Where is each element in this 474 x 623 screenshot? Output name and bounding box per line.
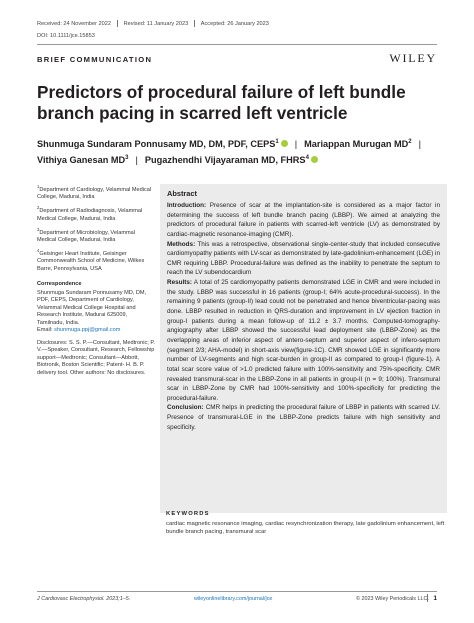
orcid-icon[interactable]: [281, 140, 288, 147]
received-date: Received: 24 November 2022: [37, 20, 112, 27]
divider: [117, 20, 118, 27]
author-separator: |: [294, 139, 298, 150]
divider: [427, 594, 428, 602]
affiliation: $^4$Geisinger Heart Institute, Geisinger Commonwealth School of Medicine, Wilkes Barre, Pennsylvania, USA: [37, 247, 145, 272]
page-number: 1: [433, 594, 437, 602]
disclosures: Disclosures: S. S. P.—Consultant, Medtronic; P. V.—Speaker, Consultant, Research, Fellowship support—Medtronic; Consultant—Abbott, Biotronik, Boston Scientific; Patent- H. B. P. delivery tool. Other authors: No disclosures.: [37, 339, 155, 376]
author-4[interactable]: Pugazhendhi Vijayaraman MD, FHRS$^4$: [145, 155, 318, 165]
footer-rule: [37, 591, 437, 592]
keywords-text: cardiac magnetic resonance imaging, cardiac resynchronization therapy, late gadolinium enhancement, left bundle branch pacing, transmural scar: [166, 521, 445, 536]
article-dates: [37, 20, 269, 27]
header-rule: [37, 44, 437, 45]
affiliation: $^2$Department of Radiodiagnosis, Velammal Medical College, Madurai, India: [37, 205, 143, 222]
section-label: BRIEF COMMUNICATION: [37, 55, 153, 64]
author-list: [37, 137, 447, 169]
abstract-results: Results: A total of 25 cardiomyopathy patients demonstrated LGE in CMR and were included in the study. LBBP was successful in 16 patients (group-I; 64% acute-procedural-success). In the remaining 9 patients (group-II) lead could not be penetrated and hence biventricular-pacing was done. LBBP resulted in reduction in QRS-duration and improvement in LV ejection fraction in group-I patients during a mean follow-up of 11.2 ± 3.7 months. Computed-tomography-angiography after LBBP showed the successful lead deployment site (LBBP-Zone) as the overlapping areas of inferior aspect of antero-septum and superior aspect of infero-septum (segment 2/3; AHA-model) in short-axis view(figure-1C). CMR showed LGE in significantly more number of LV-segments and high scar-burden in group-II as compared to group-I (figure-1). A total scar score value of >1.0 predicted failure with 100%-sensitivity and 75%-specificity. CMR revealed transmural-scar in the LBBP-Zone in all patients in group-II (n = 9; 100%). Transmural scar in LBBP-Zone by CMR had 100%-sensitivity and 100%-specificity for predicting the procedural-failure.: [167, 279, 440, 402]
email-link[interactable]: shunmuga.ppj@gmail.com: [54, 327, 121, 334]
author-2[interactable]: Mariappan Murugan $MD^2$: [304, 139, 412, 150]
article-title: Predictors of procedural failure of left bundle branch pacing in scarred left ventricle: [37, 82, 406, 123]
abstract-conclusion: Conclusion: CMR helps in predicting the procedural failure of LBBP in patients with scarred LV. Presence of transmural-LGE in the LBBP-Zone predicts failure with high sensitivity and specificity.: [167, 404, 441, 431]
abstract-methods: Methods: This was a retrospective, observational single-center-study that included consecutive cardiomyopathy patients with LV-scar as demonstrated by late-gadolinium-enhancement (LGE) in CMR requiring LBBP. Procedural-failure was defined as the inability to penetrate the septum to reach the LV subendocardium: [167, 240, 440, 277]
correspondence-text: Shunmuga Sundaram Ponnusamy MD, DM, PDF, CEPS, Department of Cardiology, Velammal Medical College Hospital and Research Institute, Madurai 625009, Tamilnadu, India. Email: shunmuga.ppj@gmail.com: [37, 289, 147, 334]
affiliation: $^3$Department of Microbiology, Velammal Medical College, Madurai, India: [37, 226, 135, 243]
abstract-heading: Abstract: [167, 189, 197, 198]
journal-citation: J Cardiovasc Electrophysiol. 2023;1–5.: [37, 596, 131, 602]
divider: [194, 20, 195, 27]
revised-date: Revised: 11 January 2023: [123, 20, 189, 27]
affiliation: $^1$Department of Cardiology, Velammal Medical College, Madurai, India: [37, 184, 152, 201]
copyright: © 2023 Wiley Periodicals LLC.: [356, 596, 429, 602]
abstract-box: [160, 184, 447, 513]
correspondence-heading: Correspondence: [37, 281, 82, 288]
orcid-icon[interactable]: [311, 156, 318, 163]
accepted-date: Accepted: 26 January 2023: [200, 20, 269, 27]
author-separator: |: [418, 139, 422, 150]
article-info-column: [37, 184, 155, 377]
doi[interactable]: DOI: 10.1111/jce.15853: [37, 33, 95, 39]
keywords-heading: KEYWORDS: [166, 511, 210, 517]
author-separator: |: [135, 154, 138, 165]
journal-url-link[interactable]: wileyonlinelibrary.com/journal/jce: [194, 596, 273, 602]
publisher-logo[interactable]: WILEY: [389, 51, 437, 65]
author-1[interactable]: Shunmuga Sundaram Ponnusamy MD, DM, PDF, CEPS$^1$: [37, 139, 288, 149]
author-3[interactable]: Vithiya Ganesan $MD^3$: [37, 154, 129, 165]
abstract-introduction: Introduction: Presence of scar at the implantation-site is considered as a major factor in determining the success of left bundle branch pacing (LBBP). We aimed at analyzing the predictors of procedural failure in patients with scarred-left ventricle (LV) as demonstrated by cardiac-magnetic resonance-imaging (CMR).: [167, 202, 440, 238]
